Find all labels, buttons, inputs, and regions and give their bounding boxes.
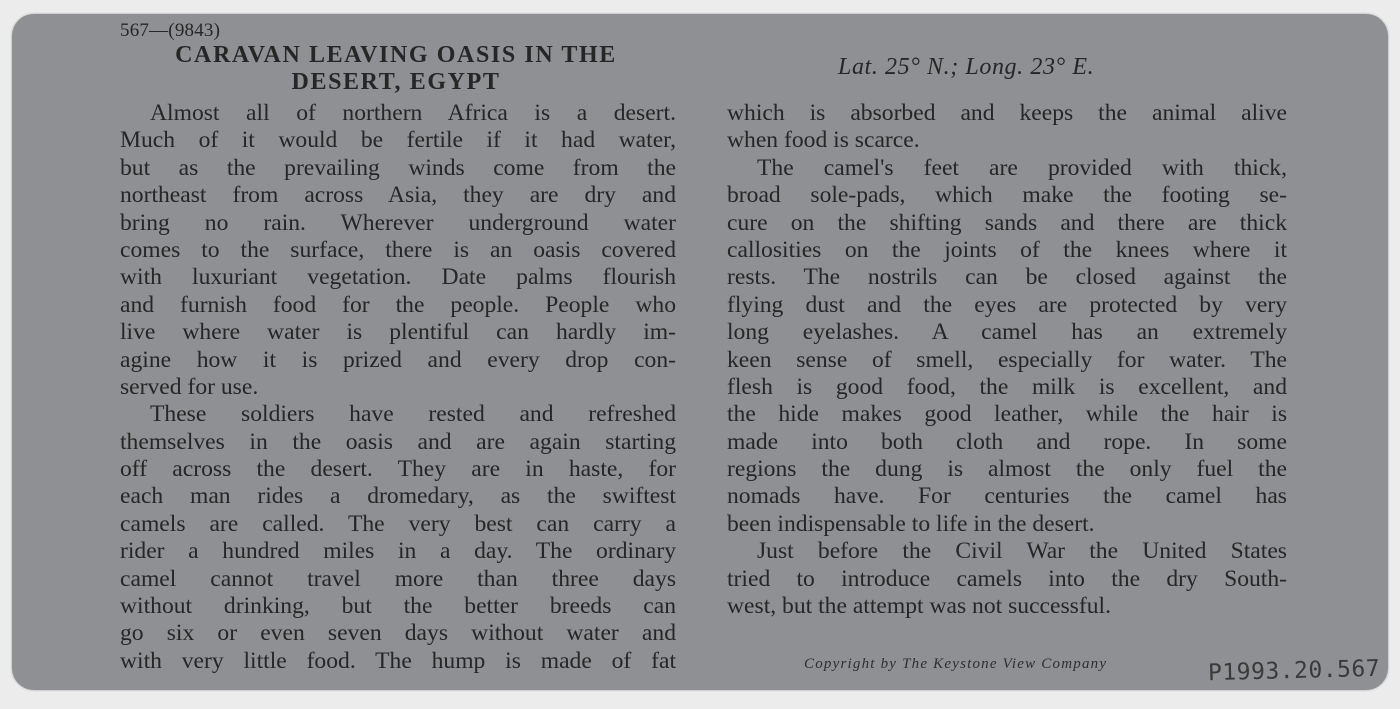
text-line: and furnish food for the people. People who: [120, 291, 676, 318]
text-line: camel cannot travel more than three days: [120, 565, 676, 592]
text-line: agine how it is prized and every drop con-: [120, 346, 676, 373]
text-line: off across the desert. They are in haste, for: [120, 456, 676, 483]
card-title-line-1: CARAVAN LEAVING OASIS IN THE: [175, 42, 617, 68]
text-line: when food is scarce.: [727, 127, 920, 154]
text-line: flying dust and the eyes are protected by very: [727, 291, 1287, 318]
text-line: bring no rain. Wherever underground water: [120, 209, 676, 236]
text-line: camels are called. The very best can carry a: [120, 510, 676, 537]
text-line: each man rides a dromedary, as the swiftest: [120, 483, 676, 510]
stereograph-card-back: [12, 14, 1388, 690]
text-line: nomads have. For centuries the camel has: [727, 483, 1287, 510]
text-line: but as the prevailing winds come from the: [120, 154, 676, 181]
text-line: northeast from across Asia, they are dry and: [120, 182, 676, 209]
card-title-line-2: DESERT, EGYPT: [291, 69, 501, 95]
text-line: long eyelashes. A camel has an extremely: [727, 319, 1287, 346]
text-line: broad sole-pads, which make the footing se-: [727, 182, 1287, 209]
text-line: rests. The nostrils can be closed against the: [727, 264, 1287, 291]
text-line: without drinking, but the better breeds can: [120, 593, 676, 620]
text-line: Much of it would be fertile if it had water,: [120, 127, 676, 154]
text-line: callosities on the joints of the knees where it: [727, 236, 1287, 263]
card-number: 567—(9843): [120, 20, 221, 41]
text-line: Just before the Civil War the United States: [757, 538, 1287, 565]
accession-number: P1993.20.567: [1207, 655, 1381, 687]
text-line: themselves in the oasis and are again starting: [120, 428, 676, 455]
text-line: been indispensable to life in the desert.: [727, 510, 1095, 537]
text-line: with luxuriant vegetation. Date palms flourish: [120, 264, 676, 291]
text-column-right: [727, 100, 1287, 620]
text-column-left: [120, 100, 676, 675]
text-line: made into both cloth and rope. In some: [727, 428, 1287, 455]
text-line: flesh is good food, the milk is excellent, and: [727, 373, 1287, 400]
text-line: rider a hundred miles in a day. The ordinary: [120, 538, 676, 565]
lat-long: Lat. 25° N.; Long. 23° E.: [838, 54, 1095, 80]
text-line: served for use.: [120, 373, 259, 400]
text-line: comes to the surface, there is an oasis covered: [120, 236, 676, 263]
text-line: cure on the shifting sands and there are thick: [727, 209, 1287, 236]
text-line: the hide makes good leather, while the hair is: [727, 401, 1287, 428]
card-title: [116, 42, 676, 96]
text-line: regions the dung is almost the only fuel the: [727, 456, 1287, 483]
text-line: The camel's feet are provided with thick,: [757, 154, 1287, 181]
text-line: These soldiers have rested and refreshed: [150, 401, 676, 428]
text-line: west, but the attempt was not successful.: [727, 593, 1111, 620]
copyright-notice: Copyright by The Keystone View Company: [804, 656, 1108, 672]
text-line: tried to introduce camels into the dry South-: [727, 565, 1287, 592]
text-line: with very little food. The hump is made of fat: [120, 647, 676, 674]
text-line: which is absorbed and keeps the animal alive: [727, 100, 1287, 126]
text-line: Almost all of northern Africa is a desert.: [150, 100, 676, 126]
text-line: go six or even seven days without water and: [120, 620, 676, 647]
text-line: keen sense of smell, especially for water. The: [727, 346, 1287, 373]
text-line: live where water is plentiful can hardly im-: [120, 319, 676, 346]
